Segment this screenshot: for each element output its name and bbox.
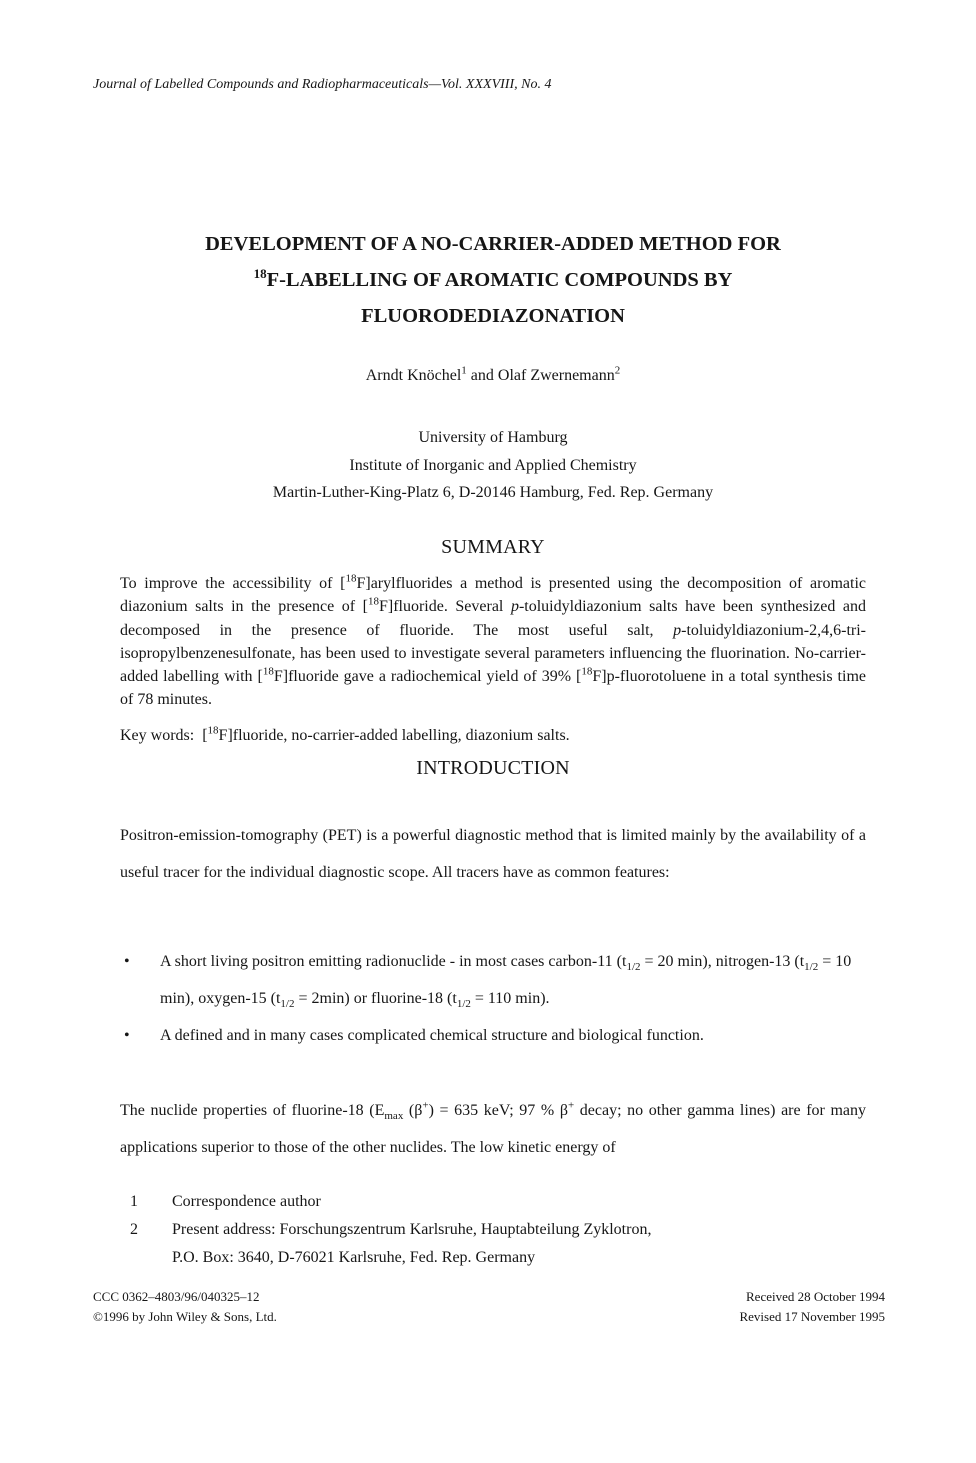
intro-paragraph-1: Positron-emission-tomography (PET) is a powerful diagnostic method that is limited mainly by the availability of a useful tracer for the individual diagnostic scope. All tracers have as common features:: [120, 827, 866, 881]
copyright: ©1996 by John Wiley & Sons, Ltd.: [93, 1309, 277, 1324]
footnotes: [130, 1188, 860, 1272]
article-title: [120, 226, 866, 334]
keywords-label: Key words: [: [120, 727, 208, 744]
summary-part-a: To improve the accessibility of [: [120, 575, 346, 592]
summary-part-f: F]fluoride gave a radiochemical yield of 39% [: [273, 668, 582, 686]
introduction-heading: INTRODUCTION: [416, 757, 570, 779]
para2-sup1: +: [422, 1099, 429, 1112]
para2-t1: The nuclide properties of fluorine-18 (E: [120, 1102, 385, 1119]
affiliation-line-3: Martin-Luther-King-Platz 6, D-20146 Hamburg, Fed. Rep. Germany: [272, 484, 714, 501]
list-item: [120, 943, 866, 1017]
summary-part-d: -toluidyldiazonium salts have been synthesized and decomposed in the presence of fluoride. The most useful salt,: [120, 598, 867, 639]
received-date: Received 28 October 1994: [746, 1289, 885, 1304]
bullet-1-t3: = 10 min), oxygen-15 (t: [160, 953, 852, 1007]
intro-paragraph-2: [120, 1092, 866, 1166]
bullet-1-sub2: 1/2: [804, 961, 819, 974]
bullet-marker: •: [124, 953, 130, 970]
affiliation-line-2: Institute of Inorganic and Applied Chemistry: [349, 456, 637, 474]
bullet-1-sub4: 1/2: [456, 998, 471, 1011]
authors: [120, 364, 866, 385]
bullet-1-t5: = 110 min).: [470, 990, 550, 1007]
bullet-list: [120, 943, 866, 1054]
para2-t4: decay; no other gamma lines) are for many applications superior to those of the other nuclides. The low kinetic energy of: [120, 1102, 867, 1156]
author-connector: and: [466, 367, 498, 384]
bullet-1-t1: A short living positron emitting radionuclide - in most cases carbon-11 (t: [160, 953, 627, 970]
author-2: Olaf Zwernemann: [497, 367, 615, 384]
summary-part-c: F]fluoride. Several: [378, 598, 511, 616]
summary-heading: SUMMARY: [441, 536, 545, 558]
summary-italic-c: p: [510, 598, 519, 616]
list-item: [120, 1017, 866, 1054]
title-line-3: FLUORODEDIAZONATION: [361, 305, 625, 327]
footer-right: [640, 1287, 885, 1327]
keywords-text: F]fluoride, no-carrier-added labelling, diazonium salts.: [218, 727, 570, 744]
bullet-1-t2: = 20 min), nitrogen-13 (t: [640, 953, 805, 970]
bullet-1-t4: = 2min) or fluorine-18 (t: [294, 990, 457, 1007]
bullet-1-sub3: 1/2: [280, 998, 295, 1011]
bullet-1-sub1: 1/2: [626, 961, 641, 974]
title-line-2: [120, 262, 866, 298]
summary-part-e: -toluidyldiazonium-2,4,6-tri-isopropylbenzenesulfonate, has been used to investigate several parameters influencing the fluorination. No-carrier-added labelling with [: [120, 621, 866, 686]
footer-left: [93, 1287, 277, 1327]
summary-text: [120, 572, 866, 712]
para2-sup2: +: [567, 1099, 575, 1112]
keywords: [120, 724, 866, 745]
title-line-1: DEVELOPMENT OF A NO-CARRIER-ADDED METHOD FOR: [205, 233, 781, 255]
title-superscript: 18: [253, 266, 267, 282]
summary-sup-a: 18: [345, 572, 357, 585]
author-1: Arndt Knöchel: [365, 367, 462, 384]
title-line-2-text: F-LABELLING OF AROMATIC COMPOUNDS BY: [266, 269, 733, 291]
summary-part-g: F]p-fluorotoluene in a total synthesis time of 78 minutes.: [120, 668, 866, 709]
para2-t3: ) = 635 keV; 97 % β: [428, 1102, 568, 1119]
summary-part-b: F]arylfluorides a method is presented using the decomposition of aromatic diazonium salts in the presence of [: [120, 575, 866, 616]
affiliation: [120, 424, 866, 507]
revised-date: Revised 17 November 1995: [739, 1309, 885, 1324]
summary-sup-f: 18: [581, 665, 593, 678]
footnote-number: 1: [130, 1193, 138, 1210]
summary-sup-b: 18: [367, 595, 379, 608]
footnote: [130, 1188, 860, 1216]
author-2-mark: 2: [614, 364, 621, 377]
keywords-sup: 18: [207, 724, 219, 737]
summary-italic-d: p: [673, 621, 682, 639]
bullet-marker: •: [124, 1027, 130, 1044]
footnote-line: P.O. Box: 3640, D-76021 Karlsruhe, Fed. Rep. Germany: [172, 1249, 536, 1266]
author-1-mark: 1: [461, 364, 467, 377]
footnote-number: 2: [130, 1221, 138, 1238]
bullet-2-text: A defined and in many cases complicated chemical structure and biological function.: [160, 1027, 704, 1044]
footnote: [130, 1216, 860, 1272]
ccc-code: CCC 0362–4803/96/040325–12: [93, 1289, 260, 1304]
para2-t2: (β: [403, 1102, 423, 1119]
summary-sup-e: 18: [262, 665, 274, 678]
journal-header: Journal of Labelled Compounds and Radiopharmaceuticals—Vol. XXXVIII, No. 4: [93, 77, 552, 92]
footnote-line: Present address: Forschungszentrum Karlsruhe, Hauptabteilung Zyklotron,: [172, 1221, 652, 1238]
para2-sub1: max: [384, 1110, 404, 1123]
footnote-line: Correspondence author: [172, 1193, 321, 1210]
affiliation-line-1: University of Hamburg: [418, 429, 568, 446]
